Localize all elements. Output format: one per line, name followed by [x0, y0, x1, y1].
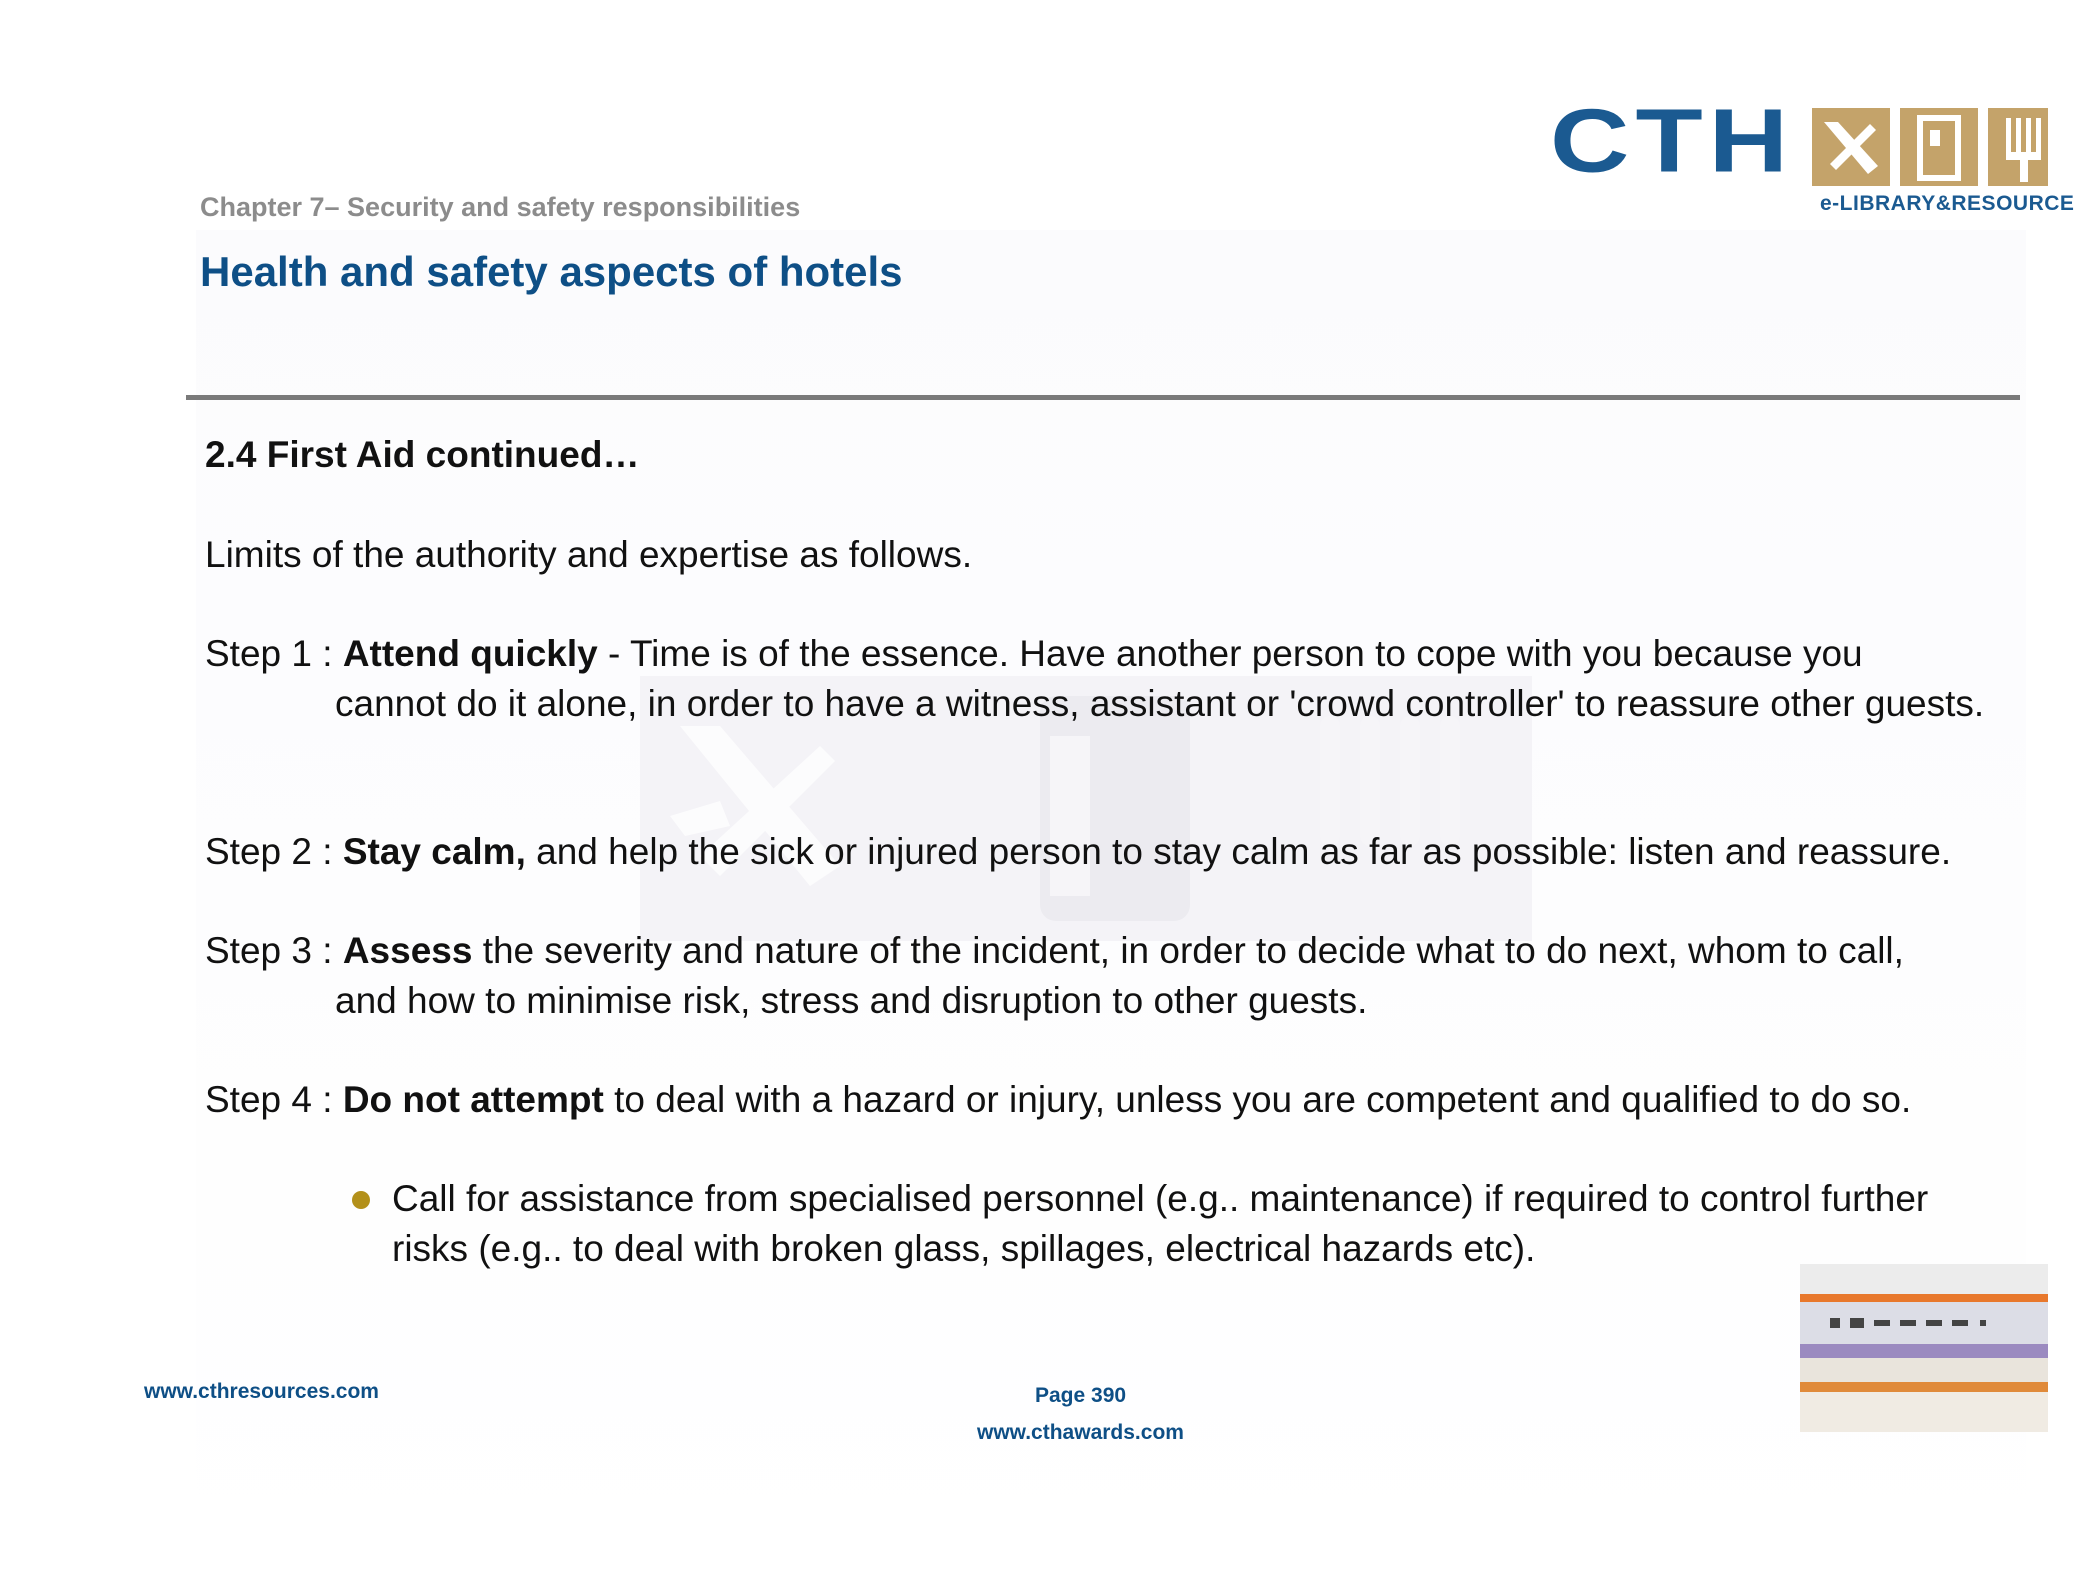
- step-text: and help the sick or injured person to stay calm as far as possible: listen and reassure.: [525, 831, 1952, 872]
- intro-text: Limits of the authority and expertise as follows.: [205, 534, 973, 575]
- step-2: [205, 827, 2015, 877]
- step-keyword: Do not attempt: [342, 1079, 604, 1120]
- page-title: Health and safety aspects of hotels: [200, 248, 903, 295]
- step-text-continued: and how to minimise risk, stress and disruption to other guests.: [335, 980, 1368, 1021]
- step-text-continued: cannot do it alone, in order to have a witness, assistant or 'crowd controller' to reassure other guests.: [335, 683, 1985, 724]
- bullet-icon: [352, 1191, 370, 1209]
- step-text: to deal with a hazard or injury, unless you are competent and qualified to do so.: [603, 1079, 1912, 1120]
- header-divider: [186, 395, 2020, 400]
- step-label: Step 1 :: [205, 633, 343, 674]
- footer-awards-link[interactable]: www.cthawards.com: [977, 1421, 1184, 1444]
- plane-icon: [1812, 108, 1890, 186]
- step-keyword: Stay calm,: [342, 831, 526, 872]
- step-4: [205, 1075, 2015, 1125]
- footer-resources-link[interactable]: www.cthresources.com: [144, 1380, 379, 1403]
- step-1: [205, 629, 2015, 729]
- section-heading: 2.4 First Aid continued…: [205, 434, 640, 475]
- step-keyword: Assess: [342, 930, 473, 971]
- step-text: - Time is of the essence. Have another person to cope with you because you: [597, 633, 1863, 674]
- page-number: Page 390: [1035, 1384, 1127, 1407]
- fork-icon: [1988, 108, 2048, 186]
- step-3: [205, 926, 2015, 1026]
- step-label: Step 2 :: [205, 831, 343, 872]
- watermark-fork-icon: [1300, 716, 1520, 926]
- cth-logo: [1550, 90, 2074, 220]
- step-text: the severity and nature of the incident, in order to decide what to do next, whom to call,: [472, 930, 1904, 971]
- chapter-heading: Chapter 7– Security and safety responsibilities: [200, 192, 801, 222]
- logo-subtitle: e-LIBRARY&RESOURCE: [1820, 192, 2074, 215]
- step-label: Step 3 :: [205, 930, 343, 971]
- bullet-text: Call for assistance from specialised personnel (e.g.. maintenance) if required to control further risks (e.g.. to deal with broken glass, spillages, electrical hazards etc).: [392, 1178, 1929, 1269]
- logo-text: CTH: [1550, 90, 1795, 192]
- door-icon: [1900, 108, 1978, 186]
- books-illustration: [1800, 1264, 2048, 1432]
- step-keyword: Attend quickly: [342, 633, 598, 674]
- step-label: Step 4 :: [205, 1079, 343, 1120]
